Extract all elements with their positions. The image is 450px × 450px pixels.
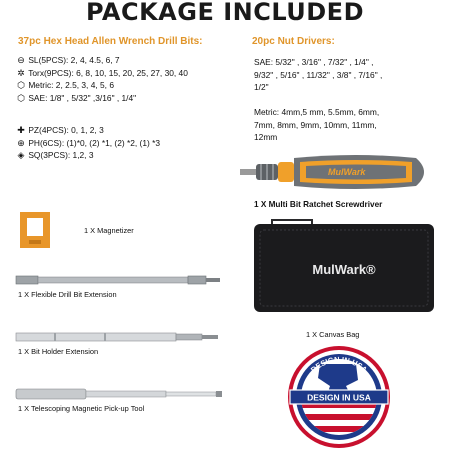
badge-top-text: DESIGN IN USA	[309, 354, 369, 375]
hex-sae-icon: ⬡	[17, 92, 25, 103]
bag-caption: 1 X Canvas Bag	[306, 330, 360, 339]
bit-line-ph: ⊕ PH(6CS): (1)*0, (2) *1, (2) *2, (1) *3	[17, 137, 161, 148]
bit-line-torx: ✲ Torx(9PCS): 6, 8, 10, 15, 20, 25, 27, 30, 40	[17, 67, 188, 78]
design-in-usa-badge	[286, 344, 392, 450]
pozi-icon: ✚	[17, 125, 25, 135]
slot-icon: ⊖	[17, 55, 25, 65]
nut-sae-line: 9/32" , 5/16" , 11/32" , 3/8" , 7/16" ,	[254, 69, 383, 80]
magnetizer-image	[18, 210, 52, 250]
bits-heading: 37pc Hex Head Allen Wrench Drill Bits:	[18, 36, 203, 47]
flexible-extension-image	[14, 272, 224, 288]
canvas-bag-image	[252, 218, 438, 318]
bits-group-2	[16, 124, 160, 162]
bit-line-sq: ◈ SQ(3PCS): 1,2, 3	[17, 150, 94, 161]
nut-sae-line: 1/2"	[254, 82, 269, 93]
nut-metric-line: 7mm, 8mm, 9mm, 10mm, 11mm,	[254, 119, 377, 130]
ratchet-screwdriver-image	[236, 146, 436, 198]
phillips-icon: ⊕	[17, 137, 25, 148]
bag-brand: MulWark®	[312, 262, 376, 277]
square-icon: ◈	[17, 150, 25, 161]
bit-line-sae: ⬡ SAE: 1/8" , 5/32" ,3/16" , 1/4"	[17, 92, 137, 103]
screwdriver-brand: MulWark	[328, 167, 366, 177]
page-title: PACKAGE INCLUDED	[86, 0, 364, 26]
bits-group-1	[16, 54, 188, 104]
bit-holder-image	[14, 329, 224, 345]
bit-line-metric: ⬡ Metric: 2, 2.5, 3, 4, 5, 6	[17, 80, 114, 91]
flexible-caption: 1 X Flexible Drill Bit Extension	[18, 290, 117, 299]
badge-banner-text: DESIGN IN USA	[307, 392, 371, 403]
nuts-sae	[254, 56, 382, 94]
nuts-heading: 20pc Nut Drivers:	[252, 36, 335, 47]
torx-icon: ✲	[17, 67, 25, 78]
nuts-metric	[254, 106, 379, 144]
holder-caption: 1 X Bit Holder Extension	[18, 347, 99, 356]
telescoping-tool-image	[14, 386, 224, 402]
nut-metric-line: Metric: 4mm,5 mm, 5.5mm, 6mm,	[254, 107, 380, 117]
screwdriver-caption: 1 X Multi Bit Ratchet Screwdriver	[254, 200, 383, 209]
bit-line-pz: ✚ PZ(4PCS): 0, 1, 2, 3	[17, 125, 104, 135]
hex-metric-icon: ⬡	[17, 80, 25, 91]
magnetizer-caption: 1 X Magnetizer	[84, 226, 134, 235]
telescoping-caption: 1 X Telescoping Magnetic Pick-up Tool	[18, 404, 145, 413]
nut-sae-line: SAE: 5/32" , 3/16" , 7/32" , 1/4" ,	[254, 57, 374, 67]
bit-line-sl: ⊖ SL(5PCS): 2, 4, 4.5, 6, 7	[17, 55, 120, 65]
nut-metric-line: 12mm	[254, 132, 278, 143]
